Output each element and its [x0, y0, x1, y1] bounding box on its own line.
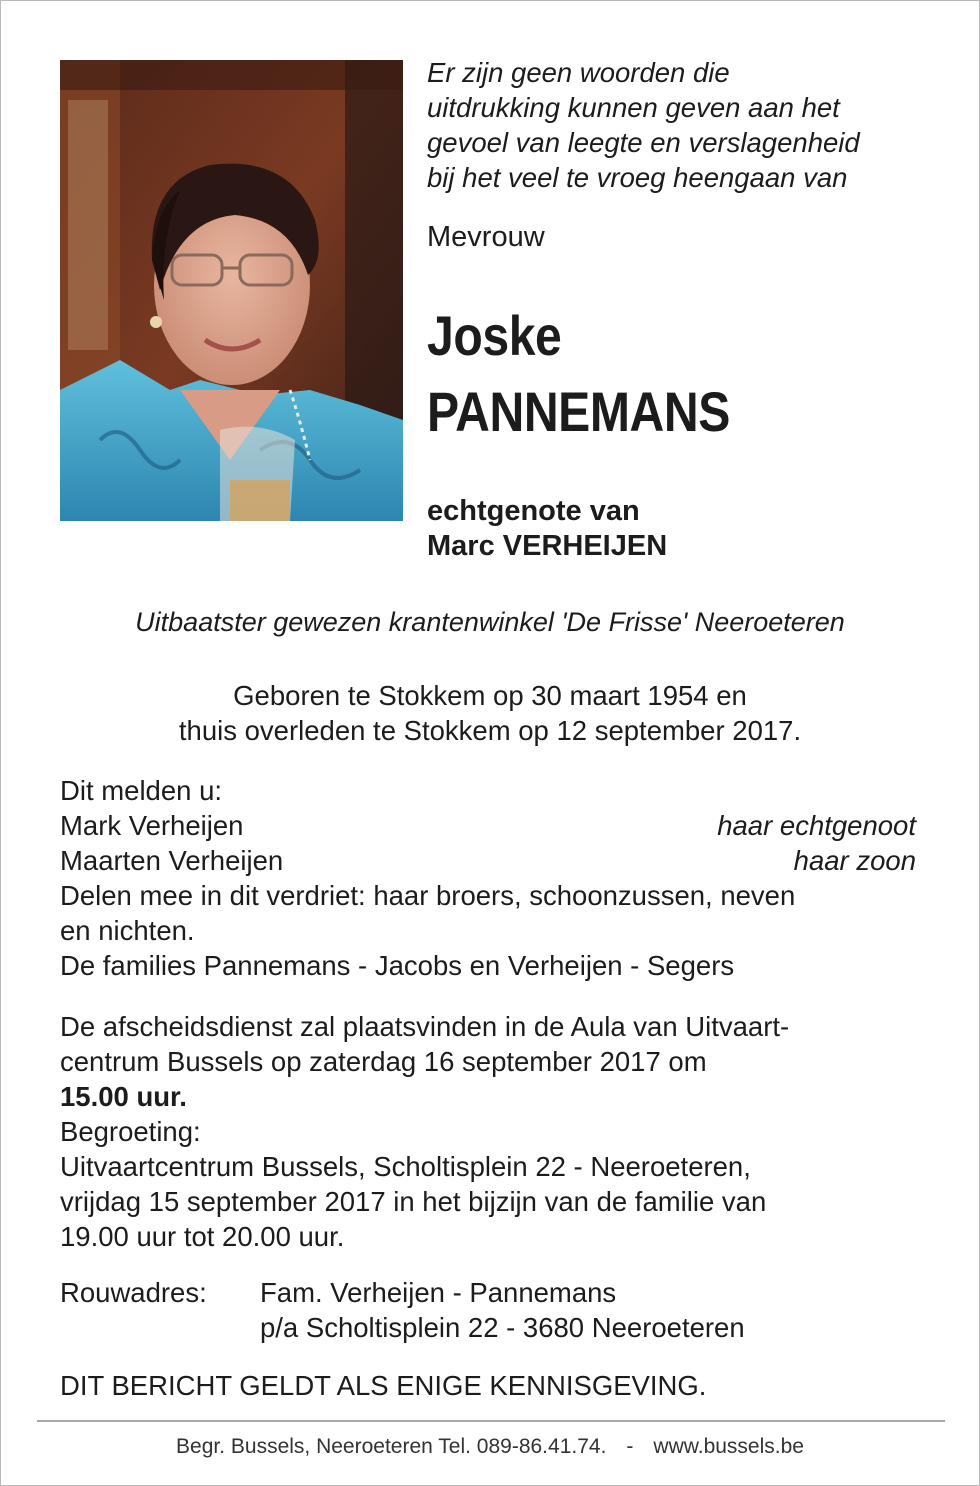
greeting-line: Uitvaartcentrum Bussels, Scholtisplein 22 - Neeroeteren, [60, 1151, 751, 1182]
death-line: thuis overleden te Stokkem op 12 september 2017. [178, 715, 802, 746]
address-lines [260, 1275, 745, 1345]
relative-relation: haar echtgenoot [717, 810, 916, 841]
life-dates [1, 678, 979, 748]
address-line: Fam. Verheijen - Pannemans [260, 1277, 617, 1308]
relative-name: Maarten Verheijen [60, 845, 284, 876]
service-line: centrum Bussels op zaterdag 16 september 2017 om [60, 1046, 707, 1077]
honorific: Mevrouw [427, 221, 545, 253]
spouse-block [427, 494, 667, 564]
website-link[interactable]: www.bussels.be [653, 1435, 804, 1458]
greeting-label: Begroeting: [60, 1116, 201, 1147]
service-time: 15.00 uur. [60, 1081, 187, 1112]
spouse-label: echtgenote van [427, 495, 640, 527]
service-block [60, 1009, 916, 1254]
greeting-line: 19.00 uur tot 20.00 uur. [60, 1221, 345, 1252]
footer [1, 1435, 979, 1459]
service-line: De afscheidsdienst zal plaatsvinden in de Aula van Uitvaart- [60, 1011, 790, 1042]
share-line: Delen mee in dit verdriet: haar broers, schoonzussen, neven [60, 880, 796, 911]
list-item [60, 843, 916, 878]
notice-line: DIT BERICHT GELDT ALS ENIGE KENNISGEVING. [60, 1370, 707, 1401]
relative-name: Mark Verheijen [60, 810, 244, 841]
last-name: PANNEMANS [427, 380, 730, 443]
share-line: en nichten. [60, 915, 195, 946]
intro-text [427, 55, 947, 195]
portrait-photo [60, 60, 403, 521]
intro-line: bij het veel te vroeg heengaan van [427, 162, 848, 193]
address-label: Rouwadres: [60, 1277, 207, 1308]
footer-divider [37, 1420, 945, 1422]
birth-line: Geboren te Stokkem op 30 maart 1954 en [233, 680, 747, 711]
announcement-intro: Dit melden u: [60, 775, 223, 806]
address-line: p/a Scholtisplein 22 - 3680 Neeroeteren [260, 1312, 745, 1343]
announcement-block [60, 773, 916, 983]
spouse-name: Marc VERHEIJEN [427, 530, 668, 562]
first-name: Joske [427, 304, 562, 367]
families-line: De families Pannemans - Jacobs en Verheijen - Segers [60, 950, 735, 981]
intro-line: uitdrukking kunnen geven aan het [427, 92, 840, 123]
intro-line: gevoel van leegte en verslagenheid [427, 127, 860, 158]
relative-relation: haar zoon [793, 845, 916, 876]
occupation: Uitbaatster gewezen krantenwinkel 'De Frisse' Neeroeteren [135, 607, 845, 637]
funeral-home-contact: Begr. Bussels, Neeroeteren Tel. 089-86.41.74. [176, 1435, 607, 1458]
intro-line: Er zijn geen woorden die [427, 57, 730, 88]
greeting-line: vrijdag 15 september 2017 in het bijzijn van de familie van [60, 1186, 767, 1217]
list-item [60, 808, 916, 843]
footer-separator: - [626, 1435, 634, 1458]
